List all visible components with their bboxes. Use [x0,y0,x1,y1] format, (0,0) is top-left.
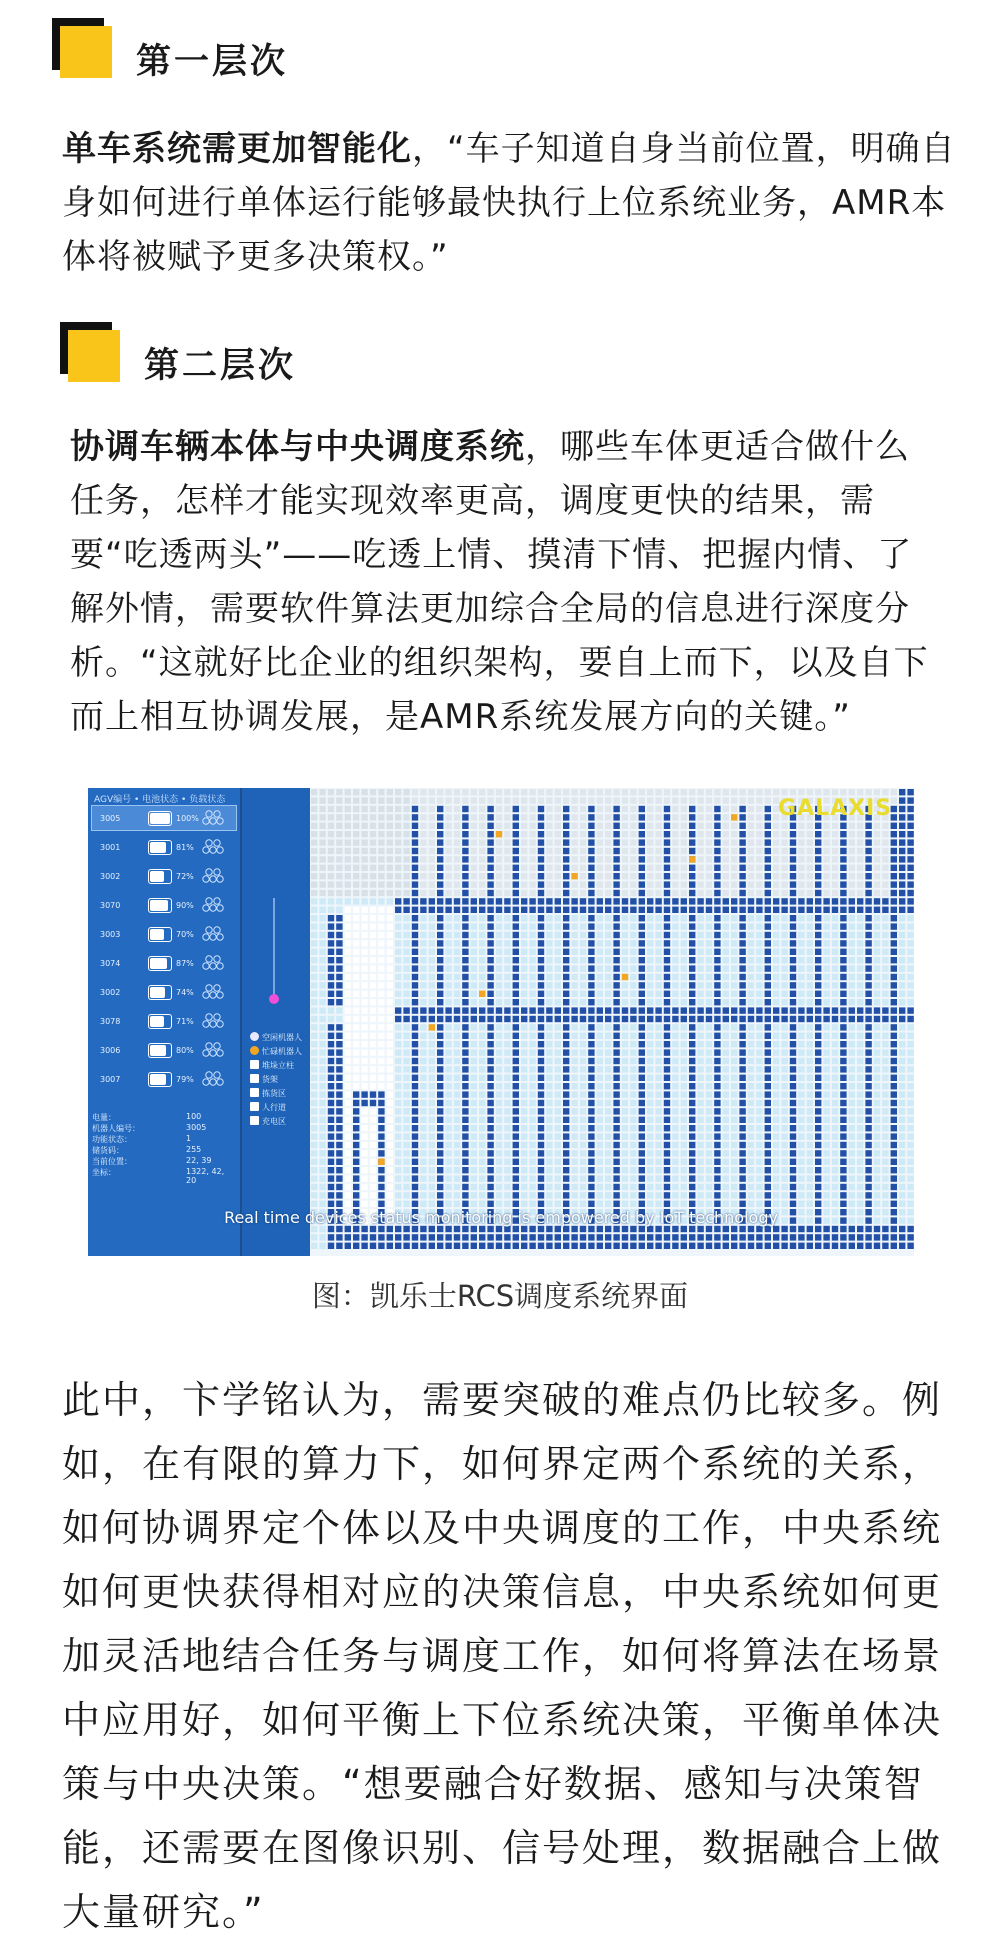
load-status-icon [202,809,224,827]
robot-id: 3074 [100,959,121,968]
galaxis-logo: GALAXIS [778,796,893,821]
idle-robot-icon [250,1032,259,1041]
info-value: 22, 39 [186,1156,212,1165]
info-key: 功能状态： [92,1135,132,1144]
robot-id: 3002 [100,988,121,997]
battery-icon [148,956,172,971]
robot-id: 3078 [100,1017,121,1026]
robot-row[interactable] [92,1067,236,1091]
robot-row[interactable] [92,951,236,975]
legend-item [250,1074,302,1088]
battery-icon [148,1043,172,1058]
robot-row[interactable] [92,980,236,1004]
robot-row[interactable] [92,864,236,888]
battery-percent: 74% [176,988,194,997]
robot-row[interactable] [92,1038,236,1062]
battery-level [150,987,165,998]
info-key: 坐标： [92,1168,116,1177]
robot-id: 3002 [100,872,121,881]
load-status-icon [202,867,224,885]
battery-icon [148,898,172,913]
section-title: 第二层次 [144,346,297,386]
legend-column [242,788,310,1256]
battery-level [150,1074,166,1085]
info-value: 3005 [186,1123,207,1132]
battery-percent: 81% [176,843,194,852]
info-key: 储货码： [92,1146,124,1155]
scroll-track [273,898,275,998]
battery-level [150,1045,166,1056]
info-line [92,1112,236,1123]
battery-icon [148,1072,172,1087]
battery-level [150,871,164,882]
legend-label: 拣货区 [262,1089,286,1098]
info-key: 当前位置： [92,1157,132,1166]
paragraph-lead: 协调车辆本体与中央调度系统 [70,427,525,467]
robot-row[interactable] [92,835,236,859]
paragraph-1 [62,122,962,284]
warehouse-map-grid [310,788,914,1256]
battery-percent: 90% [176,901,194,910]
battery-icon [148,985,172,1000]
battery-percent: 70% [176,930,194,939]
battery-icon [148,840,172,855]
battery-icon [148,869,172,884]
marker-dot-icon [269,994,279,1004]
legend-label: 堆垛立柱 [262,1061,294,1070]
pillar-icon [250,1060,259,1069]
battery-level [150,900,168,911]
load-status-icon [202,983,224,1001]
section-heading-1 [52,18,652,98]
rcs-screenshot-figure [88,788,914,1256]
battery-level [150,1016,164,1027]
info-value: 1 [186,1134,192,1143]
heading-mark-accent [60,26,112,78]
robot-id: 3001 [100,843,121,852]
robot-id: 3006 [100,1046,121,1055]
legend-item [250,1102,302,1116]
robot-id: 3070 [100,901,121,910]
robot-row[interactable] [92,893,236,917]
robot-status-panel [88,788,240,1256]
paragraph-2 [70,420,930,744]
paragraph-body: ，哪些车体更适合做什么任务，怎样才能实现效率更高，调度更快的结果，需要“吃透两头”——吃透上情、摸清下情、把握内情、了解外情，需要软件算法更加综合全局的信息进行深度分析。“这就好比企业的组织架构，要自上而下，以及自下而上相互协调发展，是AMR系统发展方向的关键。” [70,427,929,737]
info-line [92,1145,236,1156]
shelf-icon [250,1074,259,1083]
battery-level [150,929,164,940]
robot-row[interactable] [92,922,236,946]
legend-item [250,1116,302,1130]
load-status-icon [202,1070,224,1088]
map-legend [250,1032,302,1130]
info-line [92,1156,236,1167]
legend-label: 充电区 [262,1117,286,1126]
info-line [92,1134,236,1145]
legend-label: 忙碌机器人 [262,1047,302,1056]
figure-caption: 图：凯乐士RCS调度系统界面 [311,1279,689,1313]
paragraph-lead: 单车系统需更加智能化 [62,129,412,169]
robot-row[interactable] [92,1009,236,1033]
battery-percent: 87% [176,959,194,968]
heading-mark-accent [68,330,120,382]
robot-panel-header: AGV编号 • 电池状态 • 负载状态 [94,795,226,805]
legend-item [250,1046,302,1060]
info-value: 100 [186,1112,202,1121]
walkway-icon [250,1102,259,1111]
robot-row[interactable] [92,806,236,830]
section-heading-2 [60,322,660,402]
robot-id: 3003 [100,930,121,939]
legend-label: 货架 [262,1075,278,1084]
load-status-icon [202,925,224,943]
battery-icon [148,811,172,826]
robot-id: 3005 [100,814,121,823]
info-key: 机器人编号： [92,1124,140,1133]
info-line [92,1167,236,1185]
paragraph-body: ，“车子知道自身当前位置，明确自身如何进行单体运行能够最快执行上位系统业务，AMR本体将被赋予更多决策权。” [62,129,956,277]
battery-percent: 79% [176,1075,194,1084]
battery-icon [148,927,172,942]
load-status-icon [202,896,224,914]
battery-level [150,813,170,824]
battery-percent: 100% [176,814,199,823]
paragraph-3: 此中，卞学铭认为，需要突破的难点仍比较多。例如，在有限的算力下，如何界定两个系统的关系，如何协调界定个体以及中央调度的工作，中央系统如何更快获得相对应的决策信息，中央系统如何更加灵活地结合任务与调度工作，如何将算法在场景中应用好，如何平衡上下位系统决策，平衡单体决策与中央决策。“想要融合好数据、感知与决策智能，还需要在图像识别、信号处理，数据融合上做大量研究。” [62,1378,943,1934]
battery-percent: 72% [176,872,194,881]
info-value: 255 [186,1145,202,1154]
battery-percent: 71% [176,1017,194,1026]
legend-label: 人行道 [262,1103,286,1112]
info-value: 1322, 42, 20 [186,1167,225,1185]
battery-percent: 80% [176,1046,194,1055]
robot-id: 3007 [100,1075,121,1084]
load-status-icon [202,1012,224,1030]
robot-info-block [92,1112,236,1185]
busy-robot-icon [250,1046,259,1055]
legend-item [250,1032,302,1046]
legend-item [250,1088,302,1102]
battery-level [150,958,167,969]
picking-area-icon [250,1088,259,1097]
battery-icon [148,1014,172,1029]
battery-level [150,842,166,853]
charging-area-icon [250,1116,259,1125]
load-status-icon [202,954,224,972]
load-status-icon [202,838,224,856]
load-status-icon [202,1041,224,1059]
legend-item [250,1060,302,1074]
info-key: 电量： [92,1113,116,1122]
legend-label: 空闲机器人 [262,1033,302,1042]
section-title: 第一层次 [136,42,289,82]
video-subtitle: Real time devices status monitoring is empowered by IoT technology [224,1208,778,1227]
info-line [92,1123,236,1134]
